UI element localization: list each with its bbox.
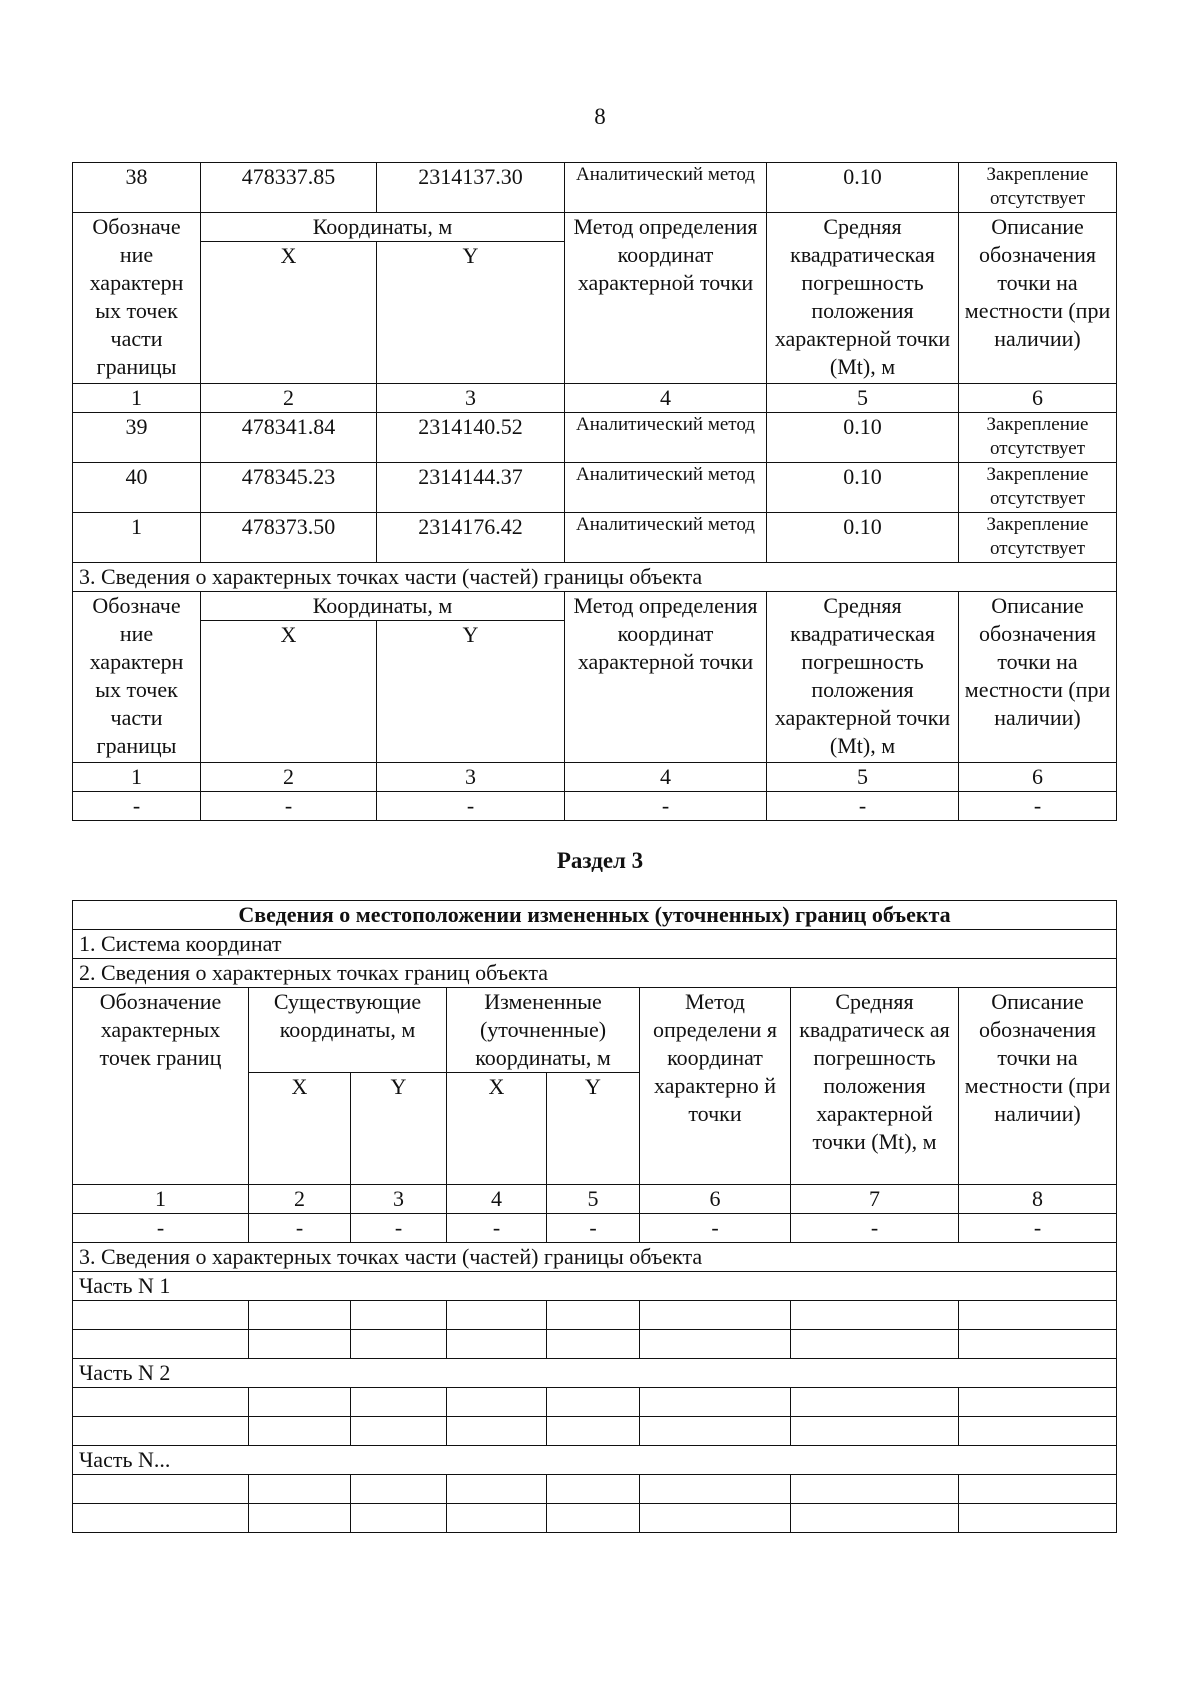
empty-cell	[447, 1475, 547, 1504]
column-numbers-row	[73, 1185, 1117, 1214]
empty-cell	[249, 1301, 351, 1330]
empty-cell	[351, 1330, 447, 1359]
dash-cell: -	[640, 1214, 791, 1243]
header-description: Описание обозначения точки на местности (при наличии)	[959, 988, 1117, 1185]
description: Закрепление отсутствует	[959, 413, 1117, 463]
header-method: Метод определения координат характерной точки	[565, 592, 767, 763]
column-number: 2	[201, 384, 377, 413]
empty-cell	[447, 1330, 547, 1359]
empty-cell	[791, 1475, 959, 1504]
coord-x: 478337.85	[201, 163, 377, 213]
table-row	[73, 463, 1117, 513]
column-number: 5	[767, 763, 959, 792]
dash-cell: -	[547, 1214, 640, 1243]
empty-cell	[547, 1417, 640, 1446]
coord-y: 2314140.52	[377, 413, 565, 463]
point-id: 40	[73, 463, 201, 513]
header-coords: Координаты, м	[201, 592, 565, 621]
empty-cell	[249, 1388, 351, 1417]
empty-cell	[547, 1388, 640, 1417]
section-heading: Раздел 3	[556, 848, 644, 873]
header-row	[73, 988, 1117, 1073]
dash-row	[73, 1214, 1117, 1243]
header-y: Y	[351, 1073, 447, 1185]
dash-cell: -	[351, 1214, 447, 1243]
header-error: Средняя квадратическая погрешность положения характерной точки (Mt), м	[767, 213, 959, 384]
method: Аналитический метод	[565, 413, 767, 463]
dash-cell: -	[447, 1214, 547, 1243]
description: Закрепление отсутствует	[959, 463, 1117, 513]
table-title: Сведения о местоположении измененных (уточненных) границ объекта	[73, 901, 1117, 930]
column-number: 8	[959, 1185, 1117, 1214]
column-number: 1	[73, 384, 201, 413]
header-x: X	[201, 242, 377, 384]
header-y: Y	[377, 621, 565, 763]
error: 0.10	[767, 413, 959, 463]
point-id: 39	[73, 413, 201, 463]
section-row	[73, 1243, 1117, 1272]
empty-cell	[640, 1475, 791, 1504]
column-number: 5	[547, 1185, 640, 1214]
part-2-label: Часть N 2	[73, 1359, 1117, 1388]
coord-system-label: 1. Система координат	[73, 930, 1117, 959]
empty-cell	[640, 1417, 791, 1446]
empty-cell	[351, 1504, 447, 1533]
section-row	[73, 930, 1117, 959]
header-y: Y	[377, 242, 565, 384]
empty-cell	[73, 1475, 249, 1504]
empty-cell	[547, 1301, 640, 1330]
header-error: Средняя квадратическ ая погрешность положения характерной точки (Mt), м	[791, 988, 959, 1185]
empty-cell	[249, 1417, 351, 1446]
empty-cell	[351, 1388, 447, 1417]
dash-cell: -	[959, 792, 1117, 821]
method: Аналитический метод	[565, 463, 767, 513]
dash-cell: -	[73, 1214, 249, 1243]
empty-cell	[640, 1330, 791, 1359]
column-number: 6	[640, 1185, 791, 1214]
header-row	[73, 213, 1117, 242]
description: Закрепление отсутствует	[959, 163, 1117, 213]
empty-cell	[547, 1475, 640, 1504]
column-number: 3	[351, 1185, 447, 1214]
empty-cell	[640, 1301, 791, 1330]
empty-cell	[447, 1301, 547, 1330]
header-method: Метод определения координат характерной точки	[565, 213, 767, 384]
coord-y: 2314176.42	[377, 513, 565, 563]
coord-y: 2314137.30	[377, 163, 565, 213]
dash-cell: -	[959, 1214, 1117, 1243]
column-number: 3	[377, 384, 565, 413]
empty-cell	[959, 1417, 1117, 1446]
error: 0.10	[767, 163, 959, 213]
header-y: Y	[547, 1073, 640, 1185]
column-numbers-row	[73, 763, 1117, 792]
header-point-id: Обозначение характерных точек границ	[73, 988, 249, 1185]
column-number: 1	[73, 763, 201, 792]
title-row	[73, 901, 1117, 930]
parts-title: 3. Сведения о характерных точках части (частей) границы объекта	[73, 1243, 1117, 1272]
empty-cell	[791, 1330, 959, 1359]
part-row	[73, 1272, 1117, 1301]
empty-cell	[547, 1330, 640, 1359]
header-row	[73, 592, 1117, 621]
coord-y: 2314144.37	[377, 463, 565, 513]
empty-cell	[351, 1301, 447, 1330]
header-point-id: Обозначе ние характерн ых точек части границы	[73, 592, 201, 763]
part-row	[73, 1446, 1117, 1475]
dash-cell: -	[767, 792, 959, 821]
empty-cell	[351, 1417, 447, 1446]
column-number: 4	[447, 1185, 547, 1214]
coord-x: 478373.50	[201, 513, 377, 563]
header-coords: Координаты, м	[201, 213, 565, 242]
part-1-label: Часть N 1	[73, 1272, 1117, 1301]
empty-cell	[73, 1504, 249, 1533]
dash-cell: -	[791, 1214, 959, 1243]
header-x: X	[201, 621, 377, 763]
empty-cell	[791, 1504, 959, 1533]
column-number: 6	[959, 384, 1117, 413]
coord-x: 478345.23	[201, 463, 377, 513]
boundary-points-table	[72, 162, 1117, 821]
table-row	[73, 413, 1117, 463]
column-number: 2	[201, 763, 377, 792]
header-x: X	[249, 1073, 351, 1185]
dash-cell: -	[73, 792, 201, 821]
empty-cell	[249, 1504, 351, 1533]
header-changed-coords: Измененные (уточненные) координаты, м	[447, 988, 640, 1073]
part-row	[73, 1359, 1117, 1388]
empty-cell	[447, 1388, 547, 1417]
dash-cell: -	[249, 1214, 351, 1243]
column-number: 2	[249, 1185, 351, 1214]
coord-x: 478341.84	[201, 413, 377, 463]
dash-cell: -	[377, 792, 565, 821]
empty-cell	[73, 1417, 249, 1446]
part-n-label: Часть N...	[73, 1446, 1117, 1475]
column-number: 4	[565, 384, 767, 413]
empty-cell	[959, 1504, 1117, 1533]
empty-cell	[447, 1417, 547, 1446]
points-title: 2. Сведения о характерных точках границ объекта	[73, 959, 1117, 988]
empty-cell	[791, 1388, 959, 1417]
empty-cell	[791, 1301, 959, 1330]
empty-cell	[959, 1475, 1117, 1504]
error: 0.10	[767, 463, 959, 513]
empty-row	[73, 1301, 1117, 1330]
method: Аналитический метод	[565, 513, 767, 563]
header-existing-coords: Существующие координаты, м	[249, 988, 447, 1073]
table-row	[73, 163, 1117, 213]
empty-cell	[447, 1504, 547, 1533]
header-method: Метод определени я координат характерно й точки	[640, 988, 791, 1185]
empty-cell	[249, 1330, 351, 1359]
empty-cell	[640, 1504, 791, 1533]
changed-boundaries-table	[72, 900, 1117, 1533]
empty-cell	[959, 1330, 1117, 1359]
empty-cell	[73, 1330, 249, 1359]
column-number: 5	[767, 384, 959, 413]
empty-row	[73, 1417, 1117, 1446]
empty-cell	[73, 1301, 249, 1330]
column-number: 1	[73, 1185, 249, 1214]
section-row	[73, 959, 1117, 988]
dash-cell: -	[201, 792, 377, 821]
section-row	[73, 563, 1117, 592]
dash-cell: -	[565, 792, 767, 821]
header-point-id: Обозначе ние характерн ых точек части границы	[73, 213, 201, 384]
description: Закрепление отсутствует	[959, 513, 1117, 563]
empty-row	[73, 1388, 1117, 1417]
empty-row	[73, 1330, 1117, 1359]
column-number: 4	[565, 763, 767, 792]
empty-row	[73, 1504, 1117, 1533]
section3-title: 3. Сведения о характерных точках части (частей) границы объекта	[73, 563, 1117, 592]
empty-cell	[791, 1417, 959, 1446]
empty-cell	[640, 1388, 791, 1417]
header-description: Описание обозначения точки на местности (при наличии)	[959, 592, 1117, 763]
empty-row	[73, 1475, 1117, 1504]
header-description: Описание обозначения точки на местности (при наличии)	[959, 213, 1117, 384]
table-row	[73, 513, 1117, 563]
header-x: X	[447, 1073, 547, 1185]
error: 0.10	[767, 513, 959, 563]
empty-cell	[249, 1475, 351, 1504]
empty-cell	[547, 1504, 640, 1533]
point-id: 1	[73, 513, 201, 563]
header-error: Средняя квадратическая погрешность положения характерной точки (Mt), м	[767, 592, 959, 763]
column-number: 6	[959, 763, 1117, 792]
page-number: 8	[594, 104, 606, 129]
column-number: 3	[377, 763, 565, 792]
method: Аналитический метод	[565, 163, 767, 213]
empty-cell	[959, 1388, 1117, 1417]
empty-cell	[351, 1475, 447, 1504]
column-number: 7	[791, 1185, 959, 1214]
empty-cell	[959, 1301, 1117, 1330]
column-numbers-row	[73, 384, 1117, 413]
dash-row	[73, 792, 1117, 821]
point-id: 38	[73, 163, 201, 213]
empty-cell	[73, 1388, 249, 1417]
